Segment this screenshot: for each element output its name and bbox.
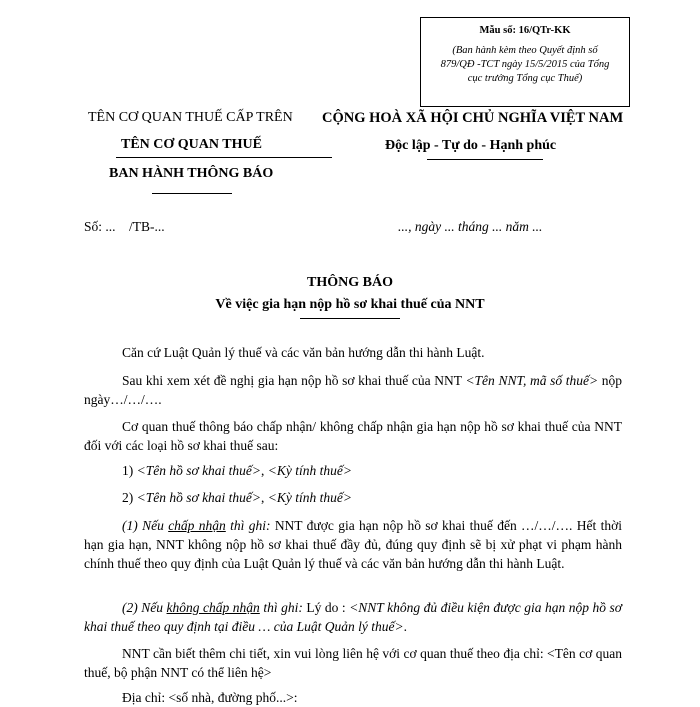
issuer: BAN HÀNH THÔNG BÁO (109, 166, 274, 181)
reject-prefix: (2) Nếu (122, 600, 167, 615)
reject-case-paragraph (84, 598, 622, 636)
form-code: Mẫu số: 16/QTr-KK (479, 25, 571, 36)
basis-text: Căn cứ Luật Quản lý thuế và các văn bản hướng dẫn thi hành Luật. (122, 345, 485, 360)
doc-subtitle: Về việc gia hạn nộp hồ sơ khai thuế của NNT (215, 297, 485, 312)
doc-title: THÔNG BÁO (307, 275, 393, 290)
motto: Độc lập - Tự do - Hạnh phúc (385, 138, 557, 153)
item-2-dossier: <Tên hồ sơ khai thuế> (136, 490, 262, 505)
issuer-underline (152, 193, 232, 194)
parent-agency: TÊN CƠ QUAN THUẾ CẤP TRÊN (88, 110, 293, 125)
item-1-dossier: <Tên hồ sơ khai thuế> (136, 463, 262, 478)
subtitle-underline (300, 318, 400, 319)
decision-paragraph (84, 417, 622, 455)
form-note-line3: cục trưởng Tổng cục Thuế) (467, 73, 583, 84)
doc-date: ..., ngày ... tháng ... năm ... (398, 219, 543, 234)
item-1-period: <Kỳ tính thuế> (267, 463, 353, 478)
item-1-number: 1) (122, 463, 137, 478)
review-text: Sau khi xem xét đề nghị gia hạn nộp hồ sơ khai thuế của NNT (122, 373, 466, 388)
accept-text: NNT được gia hạn nộp hồ sơ khai thuế đến …/…/…. Hết thời hạn gia hạn, NNT không nộp hồ sơ khai thuế đầy đủ, đúng quy định sẽ bị xử phạt vi phạm hành chính thuế theo quy định của Luật Quản lý thuế và các văn bản hướng dẫn thi hành Luật. (84, 518, 622, 571)
review-paragraph (84, 371, 622, 409)
accept-suffix: thì ghi: (225, 518, 271, 533)
review-tail: nộp ngày…/…/…. (84, 373, 622, 407)
reject-end: . (403, 619, 407, 634)
nation-title: CỘNG HOÀ XÃ HỘI CHỦ NGHĨA VIỆT NAM (322, 110, 624, 126)
agency-name: TÊN CƠ QUAN THUẾ (121, 137, 262, 152)
accept-case-paragraph (84, 516, 622, 573)
dossier-item-2 (84, 488, 622, 507)
reject-reason-label: Lý do : (302, 600, 350, 615)
form-note-line1: (Ban hành kèm theo Quyết định số (452, 45, 598, 56)
item-2-sep: , (261, 490, 268, 505)
contact-text: NNT cần biết thêm chi tiết, xin vui lòng liên hệ với cơ quan thuế theo địa chỉ: <Tên cơ quan thuế, bộ phận NNT có thể liên hệ> (84, 646, 622, 680)
doc-number: Số: ... /TB-... (84, 219, 165, 234)
agency-underline (116, 157, 332, 158)
reject-suffix: thì ghi: (259, 600, 303, 615)
basis-paragraph (84, 343, 622, 362)
contact-paragraph (84, 644, 622, 682)
form-note-line2: 879/QĐ -TCT ngày 15/5/2015 của Tổng (440, 59, 610, 70)
reject-keyword: không chấp nhận (166, 600, 260, 615)
item-2-period: <Kỳ tính thuế> (267, 490, 353, 505)
reject-reason: <NNT không đủ điều kiện được gia hạn nộp hồ sơ khai thuế theo quy định tại điều … của Luật Quản lý thuế> (84, 600, 623, 634)
item-2-number: 2) (122, 490, 137, 505)
form-code-box (420, 17, 630, 107)
address-text: Địa chỉ: <số nhà, đường phố...>: (122, 690, 298, 705)
decision-text: Cơ quan thuế thông báo chấp nhận/ không chấp nhận gia hạn nộp hồ sơ khai thuế của NNT đối với các loại hồ sơ khai thuế sau: (84, 419, 622, 453)
dossier-item-1 (84, 461, 622, 480)
address-line (84, 688, 622, 707)
item-1-sep: , (261, 463, 268, 478)
motto-underline (427, 159, 543, 160)
accept-prefix: (1) Nếu (122, 518, 169, 533)
taxpayer-placeholder: <Tên NNT, mã số thuế> (465, 373, 599, 388)
accept-keyword: chấp nhận (168, 518, 226, 533)
